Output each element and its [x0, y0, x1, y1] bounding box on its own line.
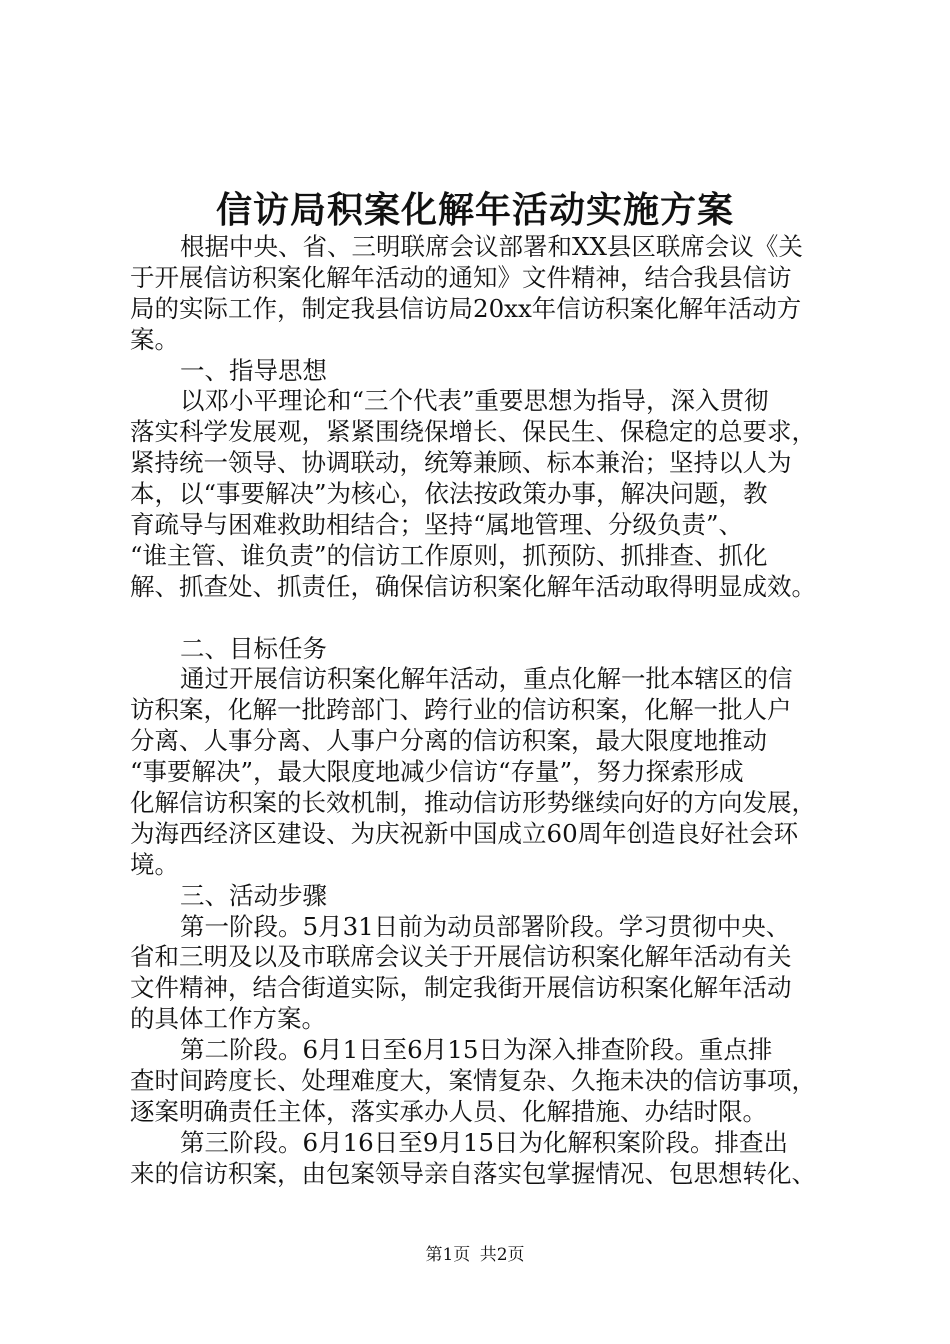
- text-line: 的具体工作方案。: [130, 1004, 326, 1034]
- text-line: 紧持统一领导、协调联动，统筹兼顾、标本兼治；坚持以人为: [130, 448, 792, 478]
- text-line: 一、指导思想: [180, 355, 327, 385]
- text-line: 第三阶段。6月16日至9月15日为化解积案阶段。排查出: [180, 1127, 789, 1157]
- text-line: 第二阶段。6月1日至6月15日为深入排查阶段。重点排: [180, 1035, 773, 1065]
- text-line: 访积案，化解一批跨部门、跨行业的信访积案，化解一批人户: [130, 695, 792, 725]
- text-line: 案。: [130, 324, 179, 354]
- text-line: “谁主管、谁负责”的信访工作原则，抓预防、抓排查、抓化: [130, 540, 768, 570]
- page-total: 共2页: [479, 1245, 525, 1265]
- blank-line: [130, 603, 850, 634]
- text-line: 三、活动步骤: [180, 880, 327, 910]
- text-line: 二、目标任务: [180, 633, 327, 663]
- page-number: 第1页: [425, 1245, 471, 1265]
- text-line: 分离、人事分离、人事户分离的信访积案，最大限度地推动: [130, 726, 767, 756]
- text-line: 查时间跨度长、处理难度大，案情复杂、久拖未决的信访事项，: [130, 1066, 816, 1096]
- text-line: 根据中央、省、三明联席会议部署和XX县区联席会议《关: [180, 232, 803, 261]
- text-line: 局的实际工作，制定我县信访局20xx年信访积案化解年活动方: [130, 293, 802, 323]
- text-line: 育疏导与困难救助相结合；坚持“属地管理、分级负责”、: [130, 510, 744, 540]
- page-footer: [0, 1243, 950, 1267]
- text-line: 文件精神，结合街道实际，制定我街开展信访积案化解年活动: [130, 973, 792, 1003]
- text-line: 省和三明及以及市联席会议关于开展信访积案化解年活动有关: [130, 942, 792, 972]
- text-line: 第一阶段。5月31日前为动员部署阶段。学习贯彻中央、: [180, 911, 791, 941]
- text-line: 来的信访积案，由包案领导亲自落实包掌握情况、包思想转化、: [130, 1158, 816, 1188]
- text-line: 通过开展信访积案化解年活动，重点化解一批本辖区的信: [180, 664, 793, 694]
- text-line: 本，以“事要解决”为核心，依法按政策办事，解决问题，教: [130, 479, 768, 509]
- text-line: 落实科学发展观，紧紧围绕保增长、保民生、保稳定的总要求，: [130, 417, 816, 447]
- text-line: 逐案明确责任主体，落实承办人员、化解措施、办结时限。: [130, 1096, 767, 1126]
- text-line: 境。: [130, 849, 179, 879]
- text-line: 化解信访积案的长效机制，推动信访形势继续向好的方向发展，: [130, 788, 816, 818]
- text-line: 为海西经济区建设、为庆祝新中国成立60周年创造良好社会环: [130, 818, 799, 848]
- document-title: 信访局积案化解年活动实施方案: [215, 189, 734, 231]
- document-body: [130, 232, 850, 1190]
- text-line: “事要解决”，最大限度地减少信访“存量”，努力探索形成: [130, 757, 744, 787]
- text-line: 以邓小平理论和“三个代表”重要思想为指导，深入贯彻: [180, 386, 769, 416]
- text-line: 于开展信访积案化解年活动的通知》文件精神，结合我县信访: [130, 262, 792, 292]
- text-line: 解、抓查处、抓责任，确保信访积案化解年活动取得明显成效。: [130, 571, 816, 601]
